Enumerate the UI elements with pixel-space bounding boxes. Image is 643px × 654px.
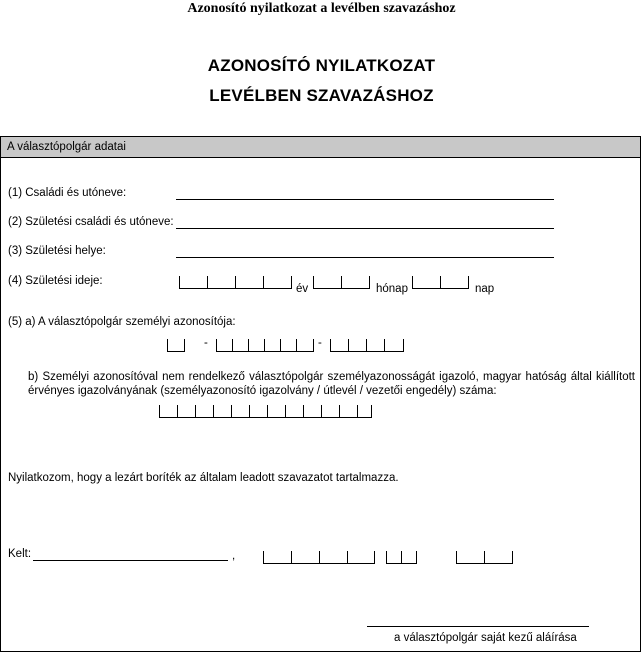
main-title-line2: LEVÉLBEN SZAVAZÁSHOZ: [209, 86, 434, 105]
kelt-place-field[interactable]: [33, 560, 228, 561]
document-header-title: Azonosító nyilatkozat a levélben szavazáshoz: [187, 1, 456, 16]
date-year-boxes[interactable]: [263, 551, 375, 564]
birth-year-boxes[interactable]: [179, 276, 292, 289]
birth-place-label: (3) Születési helye:: [8, 245, 106, 257]
birth-date-label: (4) Születési ideje:: [8, 275, 103, 287]
kelt-comma: ,: [232, 550, 236, 562]
birth-month-boxes[interactable]: [313, 276, 370, 289]
birth-name-label: (2) Születési családi és utóneve:: [8, 216, 174, 228]
family-name-field[interactable]: [176, 199, 554, 200]
section-header: A választópolgár adatai: [1, 137, 640, 158]
id-document-number-boxes[interactable]: [159, 405, 372, 418]
main-title-line1: AZONOSÍTÓ NYILATKOZAT: [207, 56, 436, 75]
personal-id-label: (5) a) A választópolgár személyi azonosítója:: [8, 316, 236, 328]
personal-id-boxes-3[interactable]: [330, 339, 404, 352]
month-unit-label: hónap: [376, 283, 408, 295]
id-dash-2: -: [318, 337, 322, 349]
date-month-boxes[interactable]: [386, 551, 417, 564]
signature-line[interactable]: [367, 626, 589, 627]
declaration-text: Nyilatkozom, hogy a lezárt boríték az általam leadott szavazatot tartalmazza.: [8, 472, 399, 484]
birth-name-field[interactable]: [176, 228, 554, 229]
year-unit-label: év: [296, 283, 309, 295]
day-unit-label: nap: [475, 283, 495, 295]
signature-caption: a választópolgár saját kezű aláírása: [394, 632, 577, 644]
id-dash-1: -: [204, 337, 208, 349]
id-document-text: b) Személyi azonosítóval nem rendelkező választópolgár személyazonosságát igazoló, magyar hatóság által kiállított érvényes igazolványának (személyazonosító igazolvány / útlevél / vezetői engedély) száma:: [28, 371, 635, 397]
personal-id-boxes-2[interactable]: [216, 339, 314, 352]
kelt-label: Kelt:: [8, 548, 32, 560]
personal-id-boxes-1[interactable]: [167, 339, 185, 352]
family-name-label: (1) Családi és utóneve:: [8, 187, 127, 199]
date-day-boxes[interactable]: [456, 551, 513, 564]
birth-place-field[interactable]: [176, 257, 554, 258]
birth-day-boxes[interactable]: [412, 276, 469, 289]
